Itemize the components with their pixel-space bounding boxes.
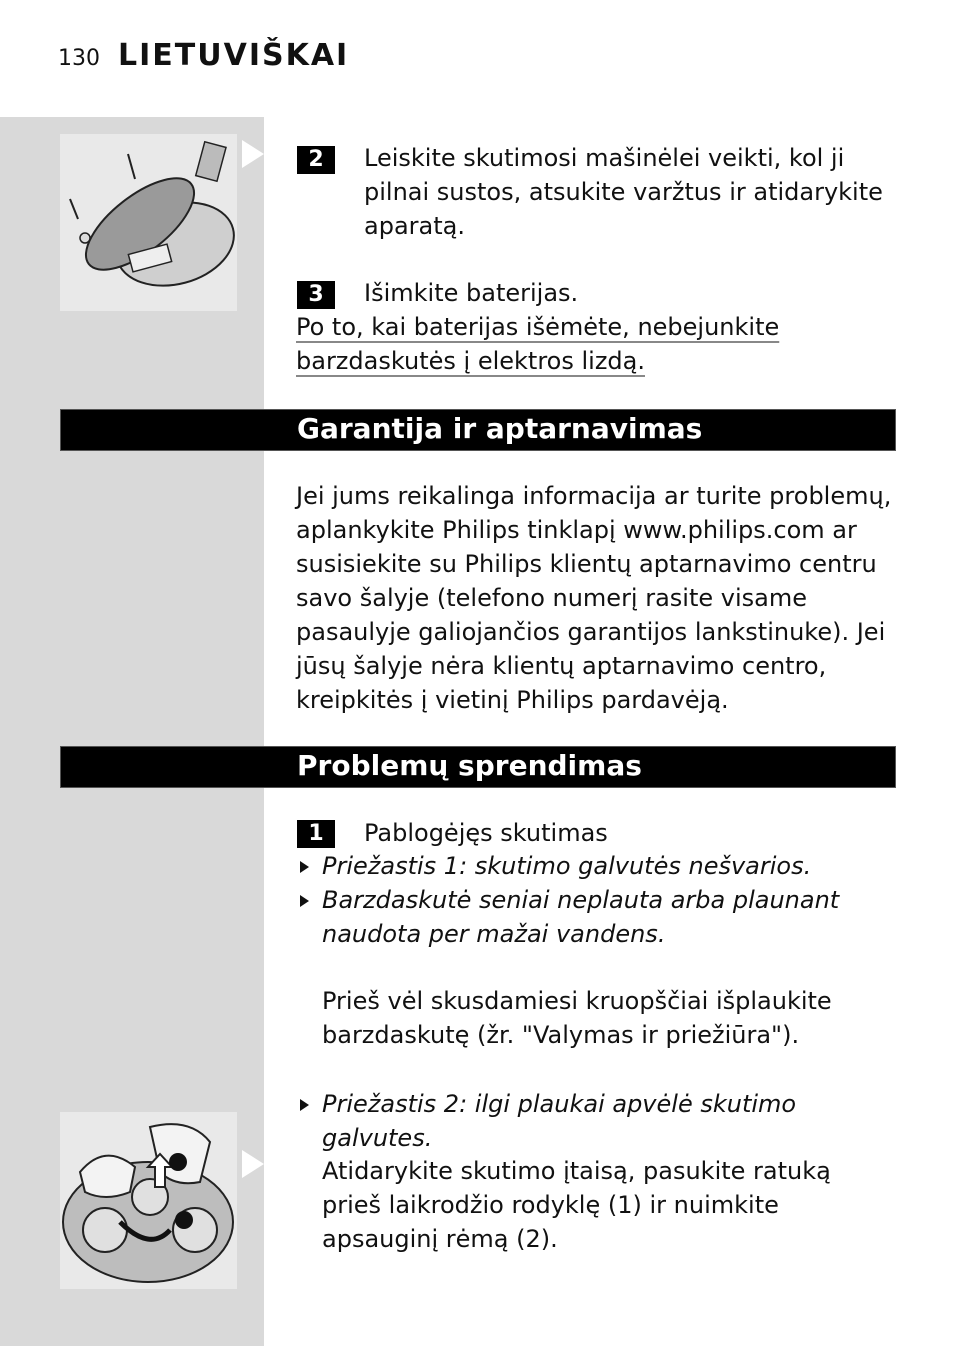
battery-note [296, 310, 896, 378]
language-heading: LIETUVIŠKAI [118, 38, 350, 73]
step-2-text: Leiskite skutimosi mašinėlei veikti, kol ji pilnai sustos, atsukite varžtus ir atidarykite aparatą. [364, 144, 883, 240]
remedy-2: Atidarykite skutimo įtaisą, pasukite ratuką prieš laikrodžio rodyklę (1) ir nuimkite apsauginį rėmą (2). [322, 1157, 831, 1253]
battery-note-line2: barzdaskutės į elektros lizdą. [296, 347, 645, 375]
bullet-icon [300, 895, 309, 907]
shaver-battery-icon [60, 134, 237, 311]
cause-1: Priežastis 1: skutimo galvutės nešvarios. [322, 852, 812, 880]
illustration-pointer [242, 1150, 264, 1178]
page-number: 130 [58, 46, 100, 71]
cause-2: Priežastis 2: ilgi plaukai apvėlė skutimo galvutes. [322, 1090, 797, 1152]
battery-note-line1: Po to, kai baterijas išėmėte, nebejunkite [296, 313, 780, 341]
section-warranty-bar [60, 409, 896, 451]
illustration-pointer [242, 140, 264, 168]
shaving-unit-icon [60, 1112, 237, 1289]
shaver-opened-illustration [60, 134, 237, 311]
step-badge-3: 3 [297, 281, 335, 309]
section-troubleshooting-bar [60, 746, 896, 788]
remedy-1: Prieš vėl skusdamiesi kruopščiai išplaukite barzdaskutę (žr. "Valymas ir priežiūra"). [322, 987, 832, 1049]
section-warranty-title: Garantija ir aptarnavimas [297, 412, 703, 445]
step-badge-2: 2 [297, 146, 335, 174]
step-3-text: Išimkite baterijas. [364, 279, 579, 307]
bullet-icon [300, 861, 309, 873]
step-badge-1: 1 [297, 820, 335, 848]
bullet-icon [300, 1099, 309, 1111]
problem-title: Pablogėjęs skutimas [364, 819, 608, 847]
warranty-body: Jei jums reikalinga informacija ar turite problemų, aplankykite Philips tinklapį www.philips.com ar susisiekite su Philips klientų aptarnavimo centru savo šalyje (telefono numerį rasite visame pasaulyje galiojančios garantijos lankstinuke). Jei jūsų šalyje nėra klientų aptarnavimo centro, kreipkitės į vietinį Philips pardavėją. [296, 482, 892, 714]
section-troubleshooting-title: Problemų sprendimas [297, 749, 642, 782]
retaining-frame-illustration [60, 1112, 237, 1289]
cause-1b: Barzdaskutė seniai neplauta arba plaunant naudota per mažai vandens. [322, 886, 840, 948]
